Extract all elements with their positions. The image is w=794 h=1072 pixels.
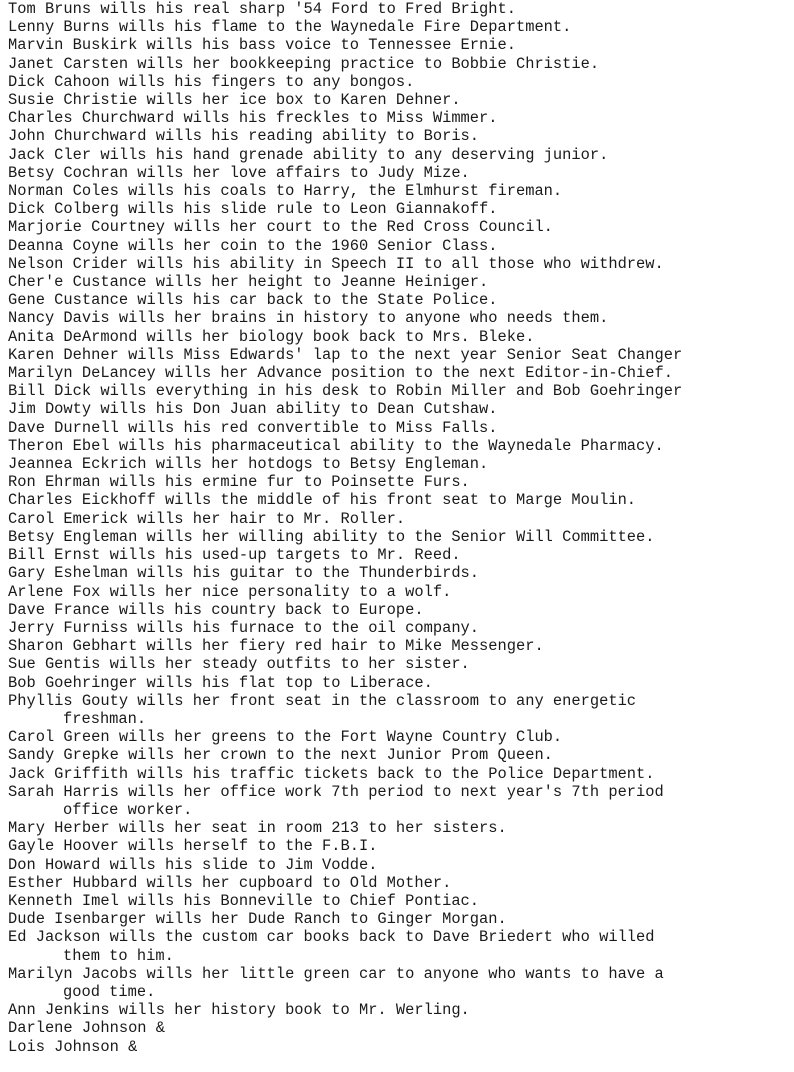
will-entry: Bill Ernst wills his used-up targets to Mr. Reed. bbox=[8, 546, 461, 565]
will-entry: Tom Bruns wills his real sharp '54 Ford to Fred Bright. bbox=[8, 0, 516, 18]
will-entry: Darlene Johnson & bbox=[8, 1019, 166, 1038]
will-entry: Betsy Cochran wills her love affairs to Judy Mize. bbox=[8, 163, 470, 182]
will-entry-continuation: them to him. bbox=[63, 946, 174, 965]
will-entry: Sharon Gebhart wills her fiery red hair to Mike Messenger. bbox=[8, 637, 544, 656]
will-entry: Mary Herber wills her seat in room 213 to her sisters. bbox=[8, 819, 507, 838]
will-entry: Ed Jackson wills the custom car books back to Dave Briedert who willed bbox=[8, 928, 655, 947]
will-entry: Nelson Crider wills his ability in Speech II to all those who withdrew. bbox=[8, 254, 664, 273]
will-entry: Cher'e Custance wills her height to Jeanne Heiniger. bbox=[8, 273, 489, 292]
will-entry: Lois Johnson & bbox=[8, 1037, 138, 1056]
will-entry: Theron Ebel wills his pharmaceutical ability to the Waynedale Pharmacy. bbox=[8, 436, 664, 455]
will-entry-continuation: freshman. bbox=[63, 709, 147, 728]
will-entry: Arlene Fox wills her nice personality to a wolf. bbox=[8, 582, 452, 601]
will-entry: Dick Colberg wills his slide rule to Leon Giannakoff. bbox=[8, 200, 498, 219]
will-entry: Jerry Furniss wills his furnace to the oil company. bbox=[8, 618, 480, 637]
will-entry: Norman Coles wills his coals to Harry, the Elmhurst fireman. bbox=[8, 182, 563, 201]
will-entry: Ron Ehrman wills his ermine fur to Poinsette Furs. bbox=[8, 473, 470, 492]
will-entry: Gary Eshelman wills his guitar to the Thunderbirds. bbox=[8, 564, 480, 583]
will-entry: Marilyn Jacobs wills her little green car to anyone who wants to have a bbox=[8, 964, 664, 983]
will-entry: John Churchward wills his reading ability to Boris. bbox=[8, 127, 480, 146]
will-entry: Marjorie Courtney wills her court to the Red Cross Council. bbox=[8, 218, 553, 237]
will-entry: Charles Eickhoff wills the middle of his front seat to Marge Moulin. bbox=[8, 491, 637, 510]
will-entry-continuation: good time. bbox=[63, 982, 156, 1001]
will-entry: Karen Dehner wills Miss Edwards' lap to the next year Senior Seat Changer bbox=[8, 345, 683, 364]
will-entry: Gayle Hoover wills herself to the F.B.I. bbox=[8, 837, 378, 856]
will-entry: Jim Dowty wills his Don Juan ability to Dean Cutshaw. bbox=[8, 400, 498, 419]
will-entry: Susie Christie wills her ice box to Karen Dehner. bbox=[8, 91, 461, 110]
will-entry: Bob Goehringer wills his flat top to Liberace. bbox=[8, 673, 433, 692]
will-entry: Jack Griffith wills his traffic tickets back to the Police Department. bbox=[8, 764, 655, 783]
will-entry: Lenny Burns wills his flame to the Waynedale Fire Department. bbox=[8, 18, 572, 37]
will-entry: Ann Jenkins wills her history book to Mr. Werling. bbox=[8, 1001, 470, 1020]
will-entry: Betsy Engleman wills her willing ability to the Senior Will Committee. bbox=[8, 527, 655, 546]
will-entry: Esther Hubbard wills her cupboard to Old Mother. bbox=[8, 873, 452, 892]
will-entry: Dude Isenbarger wills her Dude Ranch to Ginger Morgan. bbox=[8, 910, 507, 929]
will-entry: Sue Gentis wills her steady outfits to her sister. bbox=[8, 655, 470, 674]
will-entry: Bill Dick wills everything in his desk to Robin Miller and Bob Goehringer bbox=[8, 382, 683, 401]
will-entry: Deanna Coyne wills her coin to the 1960 Senior Class. bbox=[8, 236, 498, 255]
will-entry: Anita DeArmond wills her biology book back to Mrs. Bleke. bbox=[8, 327, 535, 346]
will-entry: Sarah Harris wills her office work 7th period to next year's 7th period bbox=[8, 782, 664, 801]
will-entry: Jack Cler wills his hand grenade ability to any deserving junior. bbox=[8, 145, 609, 164]
will-entry: Sandy Grepke wills her crown to the next Junior Prom Queen. bbox=[8, 746, 553, 765]
will-entry: Dave Durnell wills his red convertible to Miss Falls. bbox=[8, 418, 498, 437]
will-entry-continuation: office worker. bbox=[63, 800, 193, 819]
senior-will-page bbox=[8, 0, 794, 1056]
will-entry: Nancy Davis wills her brains in history to anyone who needs them. bbox=[8, 309, 609, 328]
will-entry: Janet Carsten wills her bookkeeping practice to Bobbie Christie. bbox=[8, 54, 600, 73]
will-entry: Phyllis Gouty wills her front seat in the classroom to any energetic bbox=[8, 691, 637, 710]
will-entry: Marvin Buskirk wills his bass voice to Tennessee Ernie. bbox=[8, 36, 516, 55]
will-entry: Jeannea Eckrich wills her hotdogs to Betsy Engleman. bbox=[8, 455, 489, 474]
will-entry: Dick Cahoon wills his fingers to any bongos. bbox=[8, 72, 415, 91]
will-entry: Don Howard wills his slide to Jim Vodde. bbox=[8, 855, 378, 874]
will-entry: Charles Churchward wills his freckles to Miss Wimmer. bbox=[8, 109, 498, 128]
will-entry: Gene Custance wills his car back to the State Police. bbox=[8, 291, 498, 310]
will-entry: Kenneth Imel wills his Bonneville to Chief Pontiac. bbox=[8, 891, 480, 910]
will-entry: Marilyn DeLancey wills her Advance position to the next Editor-in-Chief. bbox=[8, 364, 673, 383]
will-entry: Carol Emerick wills her hair to Mr. Roller. bbox=[8, 509, 406, 528]
will-entry: Carol Green wills her greens to the Fort Wayne Country Club. bbox=[8, 728, 563, 747]
will-entry: Dave France wills his country back to Europe. bbox=[8, 600, 424, 619]
